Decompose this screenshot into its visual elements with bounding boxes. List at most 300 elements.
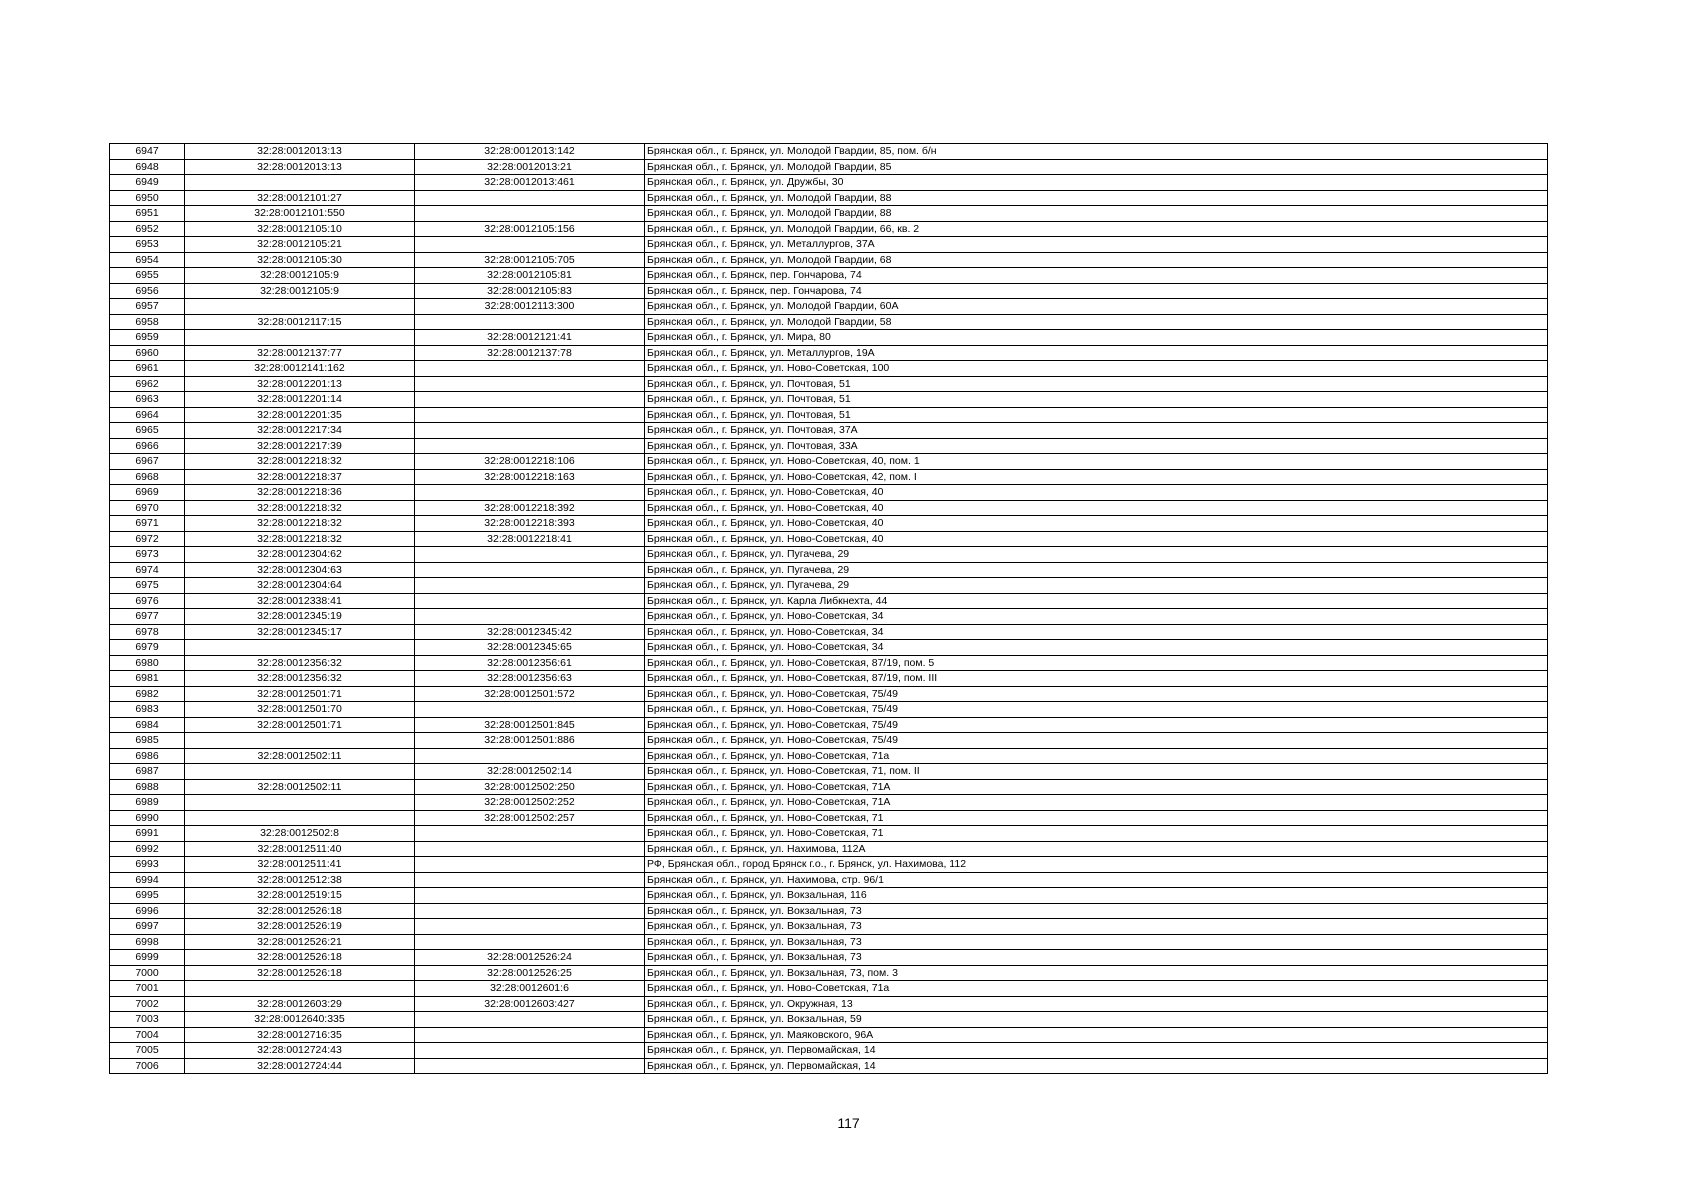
- table-row: [110, 779, 1548, 795]
- premises-cadastral-number-cell: 32:28:0012105:156: [415, 221, 645, 237]
- table-row: [110, 454, 1548, 470]
- row-number-cell: 6955: [110, 268, 185, 284]
- cadastral-number-cell: 32:28:0012345:17: [185, 624, 415, 640]
- address-cell: Брянская обл., г. Брянск, ул. Ново-Советская, 75/49: [645, 733, 1548, 749]
- premises-cadastral-number-cell: 32:28:0012502:257: [415, 810, 645, 826]
- row-number-cell: 6952: [110, 221, 185, 237]
- table-row: [110, 221, 1548, 237]
- row-number-cell: 6966: [110, 438, 185, 454]
- cadastral-number-cell: 32:28:0012101:27: [185, 190, 415, 206]
- row-number-cell: 6984: [110, 717, 185, 733]
- premises-cadastral-number-cell: [415, 407, 645, 423]
- cadastral-number-cell: [185, 175, 415, 191]
- address-cell: Брянская обл., г. Брянск, ул. Ново-Советская, 40, пом. 1: [645, 454, 1548, 470]
- property-table: [109, 143, 1548, 1074]
- address-cell: Брянская обл., г. Брянск, ул. Молодой Гвардии, 68: [645, 252, 1548, 268]
- table-row: [110, 407, 1548, 423]
- table-row: [110, 872, 1548, 888]
- premises-cadastral-number-cell: 32:28:0012601:6: [415, 981, 645, 997]
- table-row: [110, 531, 1548, 547]
- cadastral-number-cell: 32:28:0012526:18: [185, 950, 415, 966]
- row-number-cell: 7001: [110, 981, 185, 997]
- cadastral-number-cell: 32:28:0012519:15: [185, 888, 415, 904]
- cadastral-number-cell: 32:28:0012217:39: [185, 438, 415, 454]
- table-row: [110, 345, 1548, 361]
- row-number-cell: 7002: [110, 996, 185, 1012]
- table-row: [110, 314, 1548, 330]
- premises-cadastral-number-cell: [415, 392, 645, 408]
- row-number-cell: 6954: [110, 252, 185, 268]
- address-cell: Брянская обл., г. Брянск, ул. Молодой Гвардии, 85: [645, 159, 1548, 175]
- premises-cadastral-number-cell: [415, 423, 645, 439]
- address-cell: Брянская обл., г. Брянск, ул. Маяковского, 96А: [645, 1027, 1548, 1043]
- premises-cadastral-number-cell: [415, 314, 645, 330]
- table-row: [110, 252, 1548, 268]
- cadastral-number-cell: 32:28:0012603:29: [185, 996, 415, 1012]
- row-number-cell: 6970: [110, 500, 185, 516]
- cadastral-number-cell: [185, 299, 415, 315]
- cadastral-number-cell: 32:28:0012502:8: [185, 826, 415, 842]
- address-cell: Брянская обл., г. Брянск, ул. Металлургов, 19А: [645, 345, 1548, 361]
- cadastral-number-cell: 32:28:0012105:10: [185, 221, 415, 237]
- table-row: [110, 268, 1548, 284]
- table-row: [110, 981, 1548, 997]
- table-row: [110, 562, 1548, 578]
- address-cell: Брянская обл., г. Брянск, ул. Нахимова, стр. 96/1: [645, 872, 1548, 888]
- row-number-cell: 6983: [110, 702, 185, 718]
- row-number-cell: 6963: [110, 392, 185, 408]
- premises-cadastral-number-cell: 32:28:0012105:705: [415, 252, 645, 268]
- table-row: [110, 361, 1548, 377]
- cadastral-number-cell: 32:28:0012512:38: [185, 872, 415, 888]
- table-row: [110, 283, 1548, 299]
- address-cell: Брянская обл., г. Брянск, ул. Ново-Советская, 75/49: [645, 717, 1548, 733]
- cadastral-number-cell: 32:28:0012013:13: [185, 144, 415, 160]
- address-cell: Брянская обл., г. Брянск, ул. Ново-Советская, 71А: [645, 779, 1548, 795]
- cadastral-number-cell: 32:28:0012502:11: [185, 779, 415, 795]
- premises-cadastral-number-cell: 32:28:0012526:24: [415, 950, 645, 966]
- address-cell: Брянская обл., г. Брянск, ул. Ново-Советская, 40: [645, 531, 1548, 547]
- cadastral-number-cell: 32:28:0012201:13: [185, 376, 415, 392]
- address-cell: Брянская обл., г. Брянск, ул. Молодой Гвардии, 60А: [645, 299, 1548, 315]
- table-row: [110, 516, 1548, 532]
- premises-cadastral-number-cell: 32:28:0012105:81: [415, 268, 645, 284]
- row-number-cell: 6973: [110, 547, 185, 563]
- address-cell: Брянская обл., г. Брянск, ул. Ново-Советская, 100: [645, 361, 1548, 377]
- table-row: [110, 485, 1548, 501]
- cadastral-number-cell: 32:28:0012511:40: [185, 841, 415, 857]
- premises-cadastral-number-cell: 32:28:0012501:845: [415, 717, 645, 733]
- table-row: [110, 438, 1548, 454]
- address-cell: Брянская обл., г. Брянск, ул. Вокзальная, 73: [645, 950, 1548, 966]
- address-cell: Брянская обл., г. Брянск, ул. Вокзальная, 73: [645, 919, 1548, 935]
- cadastral-number-cell: 32:28:0012356:32: [185, 671, 415, 687]
- table-row: [110, 624, 1548, 640]
- row-number-cell: 6985: [110, 733, 185, 749]
- table-row: [110, 1012, 1548, 1028]
- premises-cadastral-number-cell: [415, 748, 645, 764]
- premises-cadastral-number-cell: [415, 934, 645, 950]
- cadastral-number-cell: 32:28:0012338:41: [185, 593, 415, 609]
- table-row: [110, 655, 1548, 671]
- row-number-cell: 6995: [110, 888, 185, 904]
- row-number-cell: 6977: [110, 609, 185, 625]
- row-number-cell: 6968: [110, 469, 185, 485]
- address-cell: Брянская обл., г. Брянск, ул. Молодой Гвардии, 85, пом. б/н: [645, 144, 1548, 160]
- table-row: [110, 810, 1548, 826]
- row-number-cell: 6948: [110, 159, 185, 175]
- table-row: [110, 1027, 1548, 1043]
- address-cell: Брянская обл., г. Брянск, ул. Ново-Советская, 71а: [645, 981, 1548, 997]
- row-number-cell: 6981: [110, 671, 185, 687]
- table-row: [110, 841, 1548, 857]
- premises-cadastral-number-cell: 32:28:0012137:78: [415, 345, 645, 361]
- cadastral-number-cell: 32:28:0012304:64: [185, 578, 415, 594]
- premises-cadastral-number-cell: [415, 1043, 645, 1059]
- row-number-cell: 6959: [110, 330, 185, 346]
- page-number: 117: [837, 1115, 860, 1131]
- row-number-cell: 6986: [110, 748, 185, 764]
- row-number-cell: 6960: [110, 345, 185, 361]
- row-number-cell: 6975: [110, 578, 185, 594]
- premises-cadastral-number-cell: 32:28:0012105:83: [415, 283, 645, 299]
- address-cell: Брянская обл., г. Брянск, ул. Молодой Гвардии, 66, кв. 2: [645, 221, 1548, 237]
- table-row: [110, 965, 1548, 981]
- cadastral-number-cell: [185, 640, 415, 656]
- address-cell: РФ, Брянская обл., город Брянск г.о., г. Брянск, ул. Нахимова, 112: [645, 857, 1548, 873]
- table-row: [110, 888, 1548, 904]
- row-number-cell: 6990: [110, 810, 185, 826]
- row-number-cell: 6978: [110, 624, 185, 640]
- table-row: [110, 547, 1548, 563]
- cadastral-number-cell: 32:28:0012640:335: [185, 1012, 415, 1028]
- address-cell: Брянская обл., г. Брянск, пер. Гончарова, 74: [645, 268, 1548, 284]
- address-cell: Брянская обл., г. Брянск, ул. Ново-Советская, 75/49: [645, 686, 1548, 702]
- row-number-cell: 6957: [110, 299, 185, 315]
- row-number-cell: 6988: [110, 779, 185, 795]
- cadastral-number-cell: 32:28:0012218:37: [185, 469, 415, 485]
- premises-cadastral-number-cell: 32:28:0012113:300: [415, 299, 645, 315]
- table-row: [110, 1043, 1548, 1059]
- row-number-cell: 6987: [110, 764, 185, 780]
- cadastral-number-cell: 32:28:0012013:13: [185, 159, 415, 175]
- cadastral-number-cell: 32:28:0012105:9: [185, 268, 415, 284]
- row-number-cell: 7004: [110, 1027, 185, 1043]
- cadastral-number-cell: [185, 810, 415, 826]
- row-number-cell: 7000: [110, 965, 185, 981]
- premises-cadastral-number-cell: 32:28:0012218:41: [415, 531, 645, 547]
- cadastral-number-cell: 32:28:0012526:18: [185, 965, 415, 981]
- table-row: [110, 206, 1548, 222]
- cadastral-number-cell: 32:28:0012201:35: [185, 407, 415, 423]
- premises-cadastral-number-cell: [415, 702, 645, 718]
- address-cell: Брянская обл., г. Брянск, ул. Окружная, 13: [645, 996, 1548, 1012]
- address-cell: Брянская обл., г. Брянск, ул. Ново-Советская, 42, пом. I: [645, 469, 1548, 485]
- premises-cadastral-number-cell: [415, 1058, 645, 1074]
- address-cell: Брянская обл., г. Брянск, ул. Ново-Советская, 71а: [645, 748, 1548, 764]
- premises-cadastral-number-cell: [415, 872, 645, 888]
- cadastral-number-cell: 32:28:0012724:44: [185, 1058, 415, 1074]
- premises-cadastral-number-cell: [415, 826, 645, 842]
- row-number-cell: 6947: [110, 144, 185, 160]
- table-row: [110, 733, 1548, 749]
- row-number-cell: 7006: [110, 1058, 185, 1074]
- cadastral-number-cell: 32:28:0012511:41: [185, 857, 415, 873]
- address-cell: Брянская обл., г. Брянск, ул. Ново-Советская, 71А: [645, 795, 1548, 811]
- cadastral-number-cell: 32:28:0012218:32: [185, 454, 415, 470]
- premises-cadastral-number-cell: 32:28:0012501:886: [415, 733, 645, 749]
- row-number-cell: 6967: [110, 454, 185, 470]
- cadastral-number-cell: [185, 795, 415, 811]
- row-number-cell: 6958: [110, 314, 185, 330]
- table-row: [110, 903, 1548, 919]
- table-row: [110, 934, 1548, 950]
- cadastral-number-cell: 32:28:0012724:43: [185, 1043, 415, 1059]
- table-row: [110, 175, 1548, 191]
- premises-cadastral-number-cell: [415, 361, 645, 377]
- premises-cadastral-number-cell: [415, 841, 645, 857]
- address-cell: Брянская обл., г. Брянск, ул. Дружбы, 30: [645, 175, 1548, 191]
- address-cell: Брянская обл., г. Брянск, ул. Вокзальная, 73, пом. 3: [645, 965, 1548, 981]
- address-cell: Брянская обл., г. Брянск, ул. Молодой Гвардии, 58: [645, 314, 1548, 330]
- premises-cadastral-number-cell: 32:28:0012345:42: [415, 624, 645, 640]
- table-row: [110, 376, 1548, 392]
- address-cell: Брянская обл., г. Брянск, ул. Ново-Советская, 34: [645, 624, 1548, 640]
- row-number-cell: 6991: [110, 826, 185, 842]
- premises-cadastral-number-cell: 32:28:0012218:106: [415, 454, 645, 470]
- address-cell: Брянская обл., г. Брянск, ул. Почтовая, 51: [645, 407, 1548, 423]
- address-cell: Брянская обл., г. Брянск, ул. Пугачева, 29: [645, 547, 1548, 563]
- cadastral-number-cell: [185, 764, 415, 780]
- address-cell: Брянская обл., г. Брянск, ул. Молодой Гвардии, 88: [645, 206, 1548, 222]
- cadastral-number-cell: 32:28:0012218:36: [185, 485, 415, 501]
- premises-cadastral-number-cell: 32:28:0012356:63: [415, 671, 645, 687]
- table-row: [110, 919, 1548, 935]
- address-cell: Брянская обл., г. Брянск, ул. Ново-Советская, 40: [645, 516, 1548, 532]
- address-cell: Брянская обл., г. Брянск, ул. Металлургов, 37А: [645, 237, 1548, 253]
- row-number-cell: 6979: [110, 640, 185, 656]
- table-row: [110, 795, 1548, 811]
- row-number-cell: 6951: [110, 206, 185, 222]
- cadastral-number-cell: 32:28:0012218:32: [185, 500, 415, 516]
- row-number-cell: 6950: [110, 190, 185, 206]
- table-row: [110, 748, 1548, 764]
- address-cell: Брянская обл., г. Брянск, ул. Ново-Советская, 87/19, пом. III: [645, 671, 1548, 687]
- address-cell: Брянская обл., г. Брянск, ул. Почтовая, 51: [645, 392, 1548, 408]
- address-cell: Брянская обл., г. Брянск, ул. Вокзальная, 59: [645, 1012, 1548, 1028]
- address-cell: Брянская обл., г. Брянск, ул. Почтовая, 37А: [645, 423, 1548, 439]
- row-number-cell: 6994: [110, 872, 185, 888]
- table-row: [110, 950, 1548, 966]
- cadastral-number-cell: [185, 733, 415, 749]
- premises-cadastral-number-cell: [415, 376, 645, 392]
- premises-cadastral-number-cell: 32:28:0012218:393: [415, 516, 645, 532]
- cadastral-number-cell: 32:28:0012502:11: [185, 748, 415, 764]
- row-number-cell: 6953: [110, 237, 185, 253]
- row-number-cell: 6989: [110, 795, 185, 811]
- cadastral-number-cell: 32:28:0012105:21: [185, 237, 415, 253]
- table-row: [110, 392, 1548, 408]
- row-number-cell: 6996: [110, 903, 185, 919]
- table-row: [110, 640, 1548, 656]
- premises-cadastral-number-cell: 32:28:0012603:427: [415, 996, 645, 1012]
- address-cell: Брянская обл., г. Брянск, ул. Ново-Советская, 40: [645, 485, 1548, 501]
- table-row: [110, 593, 1548, 609]
- table-row: [110, 671, 1548, 687]
- row-number-cell: 6961: [110, 361, 185, 377]
- premises-cadastral-number-cell: [415, 438, 645, 454]
- cadastral-number-cell: 32:28:0012501:71: [185, 686, 415, 702]
- address-cell: Брянская обл., г. Брянск, ул. Вокзальная, 73: [645, 934, 1548, 950]
- table-row: [110, 469, 1548, 485]
- address-cell: Брянская обл., г. Брянск, ул. Пугачева, 29: [645, 578, 1548, 594]
- cadastral-number-cell: 32:28:0012105:30: [185, 252, 415, 268]
- cadastral-number-cell: 32:28:0012117:15: [185, 314, 415, 330]
- row-number-cell: 6999: [110, 950, 185, 966]
- address-cell: Брянская обл., г. Брянск, ул. Ново-Советская, 34: [645, 609, 1548, 625]
- cadastral-number-cell: 32:28:0012201:14: [185, 392, 415, 408]
- row-number-cell: 6964: [110, 407, 185, 423]
- address-cell: Брянская обл., г. Брянск, ул. Ново-Советская, 71: [645, 826, 1548, 842]
- row-number-cell: 6993: [110, 857, 185, 873]
- cadastral-number-cell: 32:28:0012526:18: [185, 903, 415, 919]
- cadastral-number-cell: 32:28:0012137:77: [185, 345, 415, 361]
- cadastral-number-cell: 32:28:0012716:35: [185, 1027, 415, 1043]
- premises-cadastral-number-cell: 32:28:0012218:163: [415, 469, 645, 485]
- premises-cadastral-number-cell: [415, 593, 645, 609]
- address-cell: Брянская обл., г. Брянск, ул. Карла Либкнехта, 44: [645, 593, 1548, 609]
- address-cell: Брянская обл., г. Брянск, ул. Молодой Гвардии, 88: [645, 190, 1548, 206]
- cadastral-number-cell: 32:28:0012218:32: [185, 516, 415, 532]
- premises-cadastral-number-cell: [415, 547, 645, 563]
- address-cell: Брянская обл., г. Брянск, ул. Вокзальная, 73: [645, 903, 1548, 919]
- premises-cadastral-number-cell: [415, 1012, 645, 1028]
- table-row: [110, 702, 1548, 718]
- address-cell: Брянская обл., г. Брянск, ул. Мира, 80: [645, 330, 1548, 346]
- row-number-cell: 6971: [110, 516, 185, 532]
- address-cell: Брянская обл., г. Брянск, ул. Почтовая, 33А: [645, 438, 1548, 454]
- address-cell: Брянская обл., г. Брянск, ул. Первомайская, 14: [645, 1043, 1548, 1059]
- premises-cadastral-number-cell: 32:28:0012013:21: [415, 159, 645, 175]
- cadastral-number-cell: 32:28:0012217:34: [185, 423, 415, 439]
- address-cell: Брянская обл., г. Брянск, ул. Ново-Советская, 71: [645, 810, 1548, 826]
- row-number-cell: 6980: [110, 655, 185, 671]
- premises-cadastral-number-cell: [415, 888, 645, 904]
- premises-cadastral-number-cell: 32:28:0012356:61: [415, 655, 645, 671]
- table-row: [110, 996, 1548, 1012]
- premises-cadastral-number-cell: 32:28:0012121:41: [415, 330, 645, 346]
- cadastral-number-cell: [185, 330, 415, 346]
- premises-cadastral-number-cell: 32:28:0012013:461: [415, 175, 645, 191]
- premises-cadastral-number-cell: [415, 562, 645, 578]
- table-row: [110, 500, 1548, 516]
- cadastral-number-cell: 32:28:0012356:32: [185, 655, 415, 671]
- address-cell: Брянская обл., г. Брянск, ул. Первомайская, 14: [645, 1058, 1548, 1074]
- table-row: [110, 1058, 1548, 1074]
- cadastral-number-cell: 32:28:0012345:19: [185, 609, 415, 625]
- property-table-body: [110, 144, 1548, 1074]
- address-cell: Брянская обл., г. Брянск, ул. Ново-Советская, 75/49: [645, 702, 1548, 718]
- cadastral-number-cell: 32:28:0012218:32: [185, 531, 415, 547]
- premises-cadastral-number-cell: [415, 1027, 645, 1043]
- cadastral-number-cell: 32:28:0012304:62: [185, 547, 415, 563]
- address-cell: Брянская обл., г. Брянск, ул. Вокзальная, 116: [645, 888, 1548, 904]
- row-number-cell: 6972: [110, 531, 185, 547]
- address-cell: Брянская обл., г. Брянск, ул. Ново-Советская, 40: [645, 500, 1548, 516]
- cadastral-number-cell: [185, 981, 415, 997]
- address-cell: Брянская обл., г. Брянск, ул. Нахимова, 112А: [645, 841, 1548, 857]
- row-number-cell: 6965: [110, 423, 185, 439]
- row-number-cell: 6976: [110, 593, 185, 609]
- table-row: [110, 717, 1548, 733]
- premises-cadastral-number-cell: 32:28:0012501:572: [415, 686, 645, 702]
- premises-cadastral-number-cell: 32:28:0012502:250: [415, 779, 645, 795]
- cadastral-number-cell: 32:28:0012141:162: [185, 361, 415, 377]
- premises-cadastral-number-cell: 32:28:0012502:14: [415, 764, 645, 780]
- address-cell: Брянская обл., г. Брянск, ул. Ново-Советская, 87/19, пом. 5: [645, 655, 1548, 671]
- premises-cadastral-number-cell: [415, 206, 645, 222]
- premises-cadastral-number-cell: 32:28:0012526:25: [415, 965, 645, 981]
- cadastral-number-cell: 32:28:0012526:21: [185, 934, 415, 950]
- row-number-cell: 6949: [110, 175, 185, 191]
- row-number-cell: 7005: [110, 1043, 185, 1059]
- cadastral-number-cell: 32:28:0012526:19: [185, 919, 415, 935]
- address-cell: Брянская обл., г. Брянск, ул. Пугачева, 29: [645, 562, 1548, 578]
- premises-cadastral-number-cell: [415, 190, 645, 206]
- address-cell: Брянская обл., г. Брянск, ул. Ново-Советская, 34: [645, 640, 1548, 656]
- row-number-cell: 6992: [110, 841, 185, 857]
- row-number-cell: 6998: [110, 934, 185, 950]
- premises-cadastral-number-cell: [415, 903, 645, 919]
- table-row: [110, 159, 1548, 175]
- address-cell: Брянская обл., г. Брянск, пер. Гончарова, 74: [645, 283, 1548, 299]
- premises-cadastral-number-cell: 32:28:0012502:252: [415, 795, 645, 811]
- row-number-cell: 6997: [110, 919, 185, 935]
- row-number-cell: 6962: [110, 376, 185, 392]
- premises-cadastral-number-cell: [415, 578, 645, 594]
- cadastral-number-cell: 32:28:0012501:71: [185, 717, 415, 733]
- cadastral-number-cell: 32:28:0012101:550: [185, 206, 415, 222]
- premises-cadastral-number-cell: 32:28:0012013:142: [415, 144, 645, 160]
- table-row: [110, 330, 1548, 346]
- row-number-cell: 6974: [110, 562, 185, 578]
- premises-cadastral-number-cell: [415, 485, 645, 501]
- cadastral-number-cell: 32:28:0012105:9: [185, 283, 415, 299]
- address-cell: Брянская обл., г. Брянск, ул. Ново-Советская, 71, пом. II: [645, 764, 1548, 780]
- row-number-cell: 6982: [110, 686, 185, 702]
- address-cell: Брянская обл., г. Брянск, ул. Почтовая, 51: [645, 376, 1548, 392]
- table-row: [110, 190, 1548, 206]
- row-number-cell: 6956: [110, 283, 185, 299]
- table-row: [110, 686, 1548, 702]
- table-row: [110, 609, 1548, 625]
- premises-cadastral-number-cell: 32:28:0012345:65: [415, 640, 645, 656]
- table-row: [110, 826, 1548, 842]
- table-row: [110, 144, 1548, 160]
- table-row: [110, 423, 1548, 439]
- premises-cadastral-number-cell: [415, 237, 645, 253]
- row-number-cell: 7003: [110, 1012, 185, 1028]
- premises-cadastral-number-cell: [415, 609, 645, 625]
- premises-cadastral-number-cell: [415, 919, 645, 935]
- table-row: [110, 578, 1548, 594]
- table-row: [110, 857, 1548, 873]
- table-row: [110, 299, 1548, 315]
- cadastral-number-cell: 32:28:0012501:70: [185, 702, 415, 718]
- cadastral-number-cell: 32:28:0012304:63: [185, 562, 415, 578]
- table-row: [110, 764, 1548, 780]
- premises-cadastral-number-cell: [415, 857, 645, 873]
